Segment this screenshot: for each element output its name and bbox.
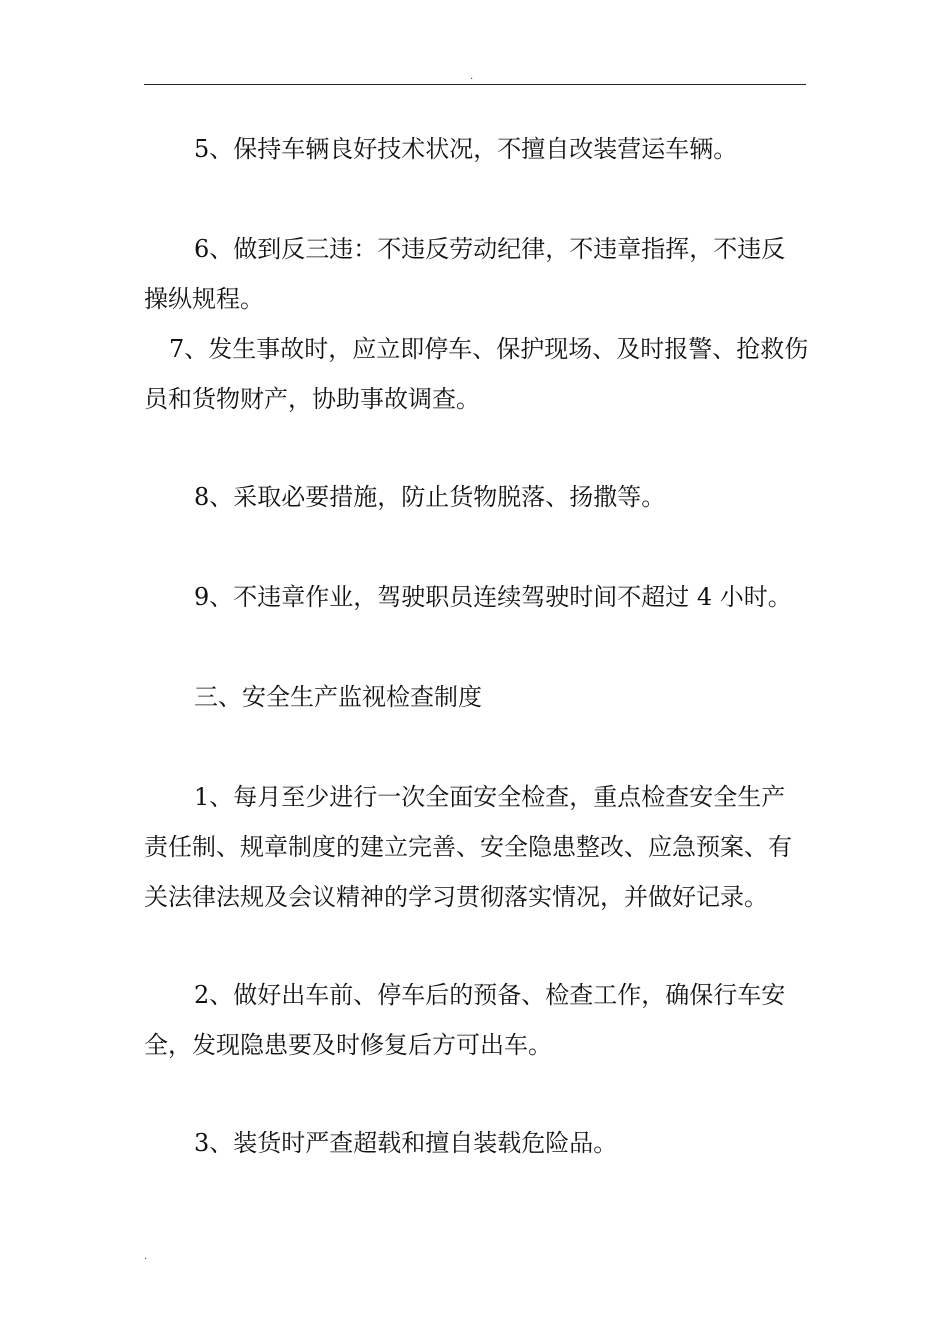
paragraph-line: 7、发生事故时，应立即停车、保护现场、及时报警、抢救伤	[169, 335, 809, 363]
header-mark: .	[470, 71, 474, 82]
paragraph-line: 全，发现隐患要及时修复后方可出车。	[144, 1031, 552, 1059]
paragraph-line: 5、保持车辆良好技术状况，不擅自改装营运车辆。	[194, 135, 738, 163]
paragraph-item-6	[144, 224, 808, 324]
paragraph-section-item-1	[144, 772, 808, 922]
paragraph-line: 操纵规程。	[144, 285, 264, 313]
paragraph-section-item-2	[144, 970, 808, 1070]
paragraph-line: 2、做好出车前、停车后的预备、检查工作，确保行车安	[194, 981, 786, 1009]
paragraph-line: 员和货物财产，协助事故调查。	[144, 385, 480, 413]
paragraph-line: 三、安全生产监视检查制度	[194, 683, 482, 711]
paragraph-line: 责任制、规章制度的建立完善、安全隐患整改、应急预案、有	[144, 833, 792, 861]
header-rule	[144, 84, 806, 85]
paragraph-item-7	[144, 324, 808, 424]
paragraph-item-8	[144, 472, 808, 522]
paragraph-item-5	[144, 124, 808, 174]
paragraph-section-item-3	[144, 1118, 808, 1168]
paragraph-line: 8、采取必要措施，防止货物脱落、扬撒等。	[194, 483, 666, 511]
paragraph-line: 3、装货时严查超载和擅自装载危险品。	[194, 1129, 618, 1157]
paragraph-line: 1、每月至少进行一次全面安全检查，重点检查安全生产	[194, 783, 786, 811]
paragraph-item-9	[144, 572, 808, 622]
paragraph-line: 关法律法规及会议精神的学习贯彻落实情况，并做好记录。	[144, 883, 768, 911]
section-heading	[144, 672, 808, 722]
footer-mark: .	[144, 1251, 148, 1262]
paragraph-line: 6、做到反三违：不违反劳动纪律，不违章指挥，不违反	[194, 235, 786, 263]
paragraph-line: 9、不违章作业，驾驶职员连续驾驶时间不超过 4 小时。	[194, 583, 792, 611]
